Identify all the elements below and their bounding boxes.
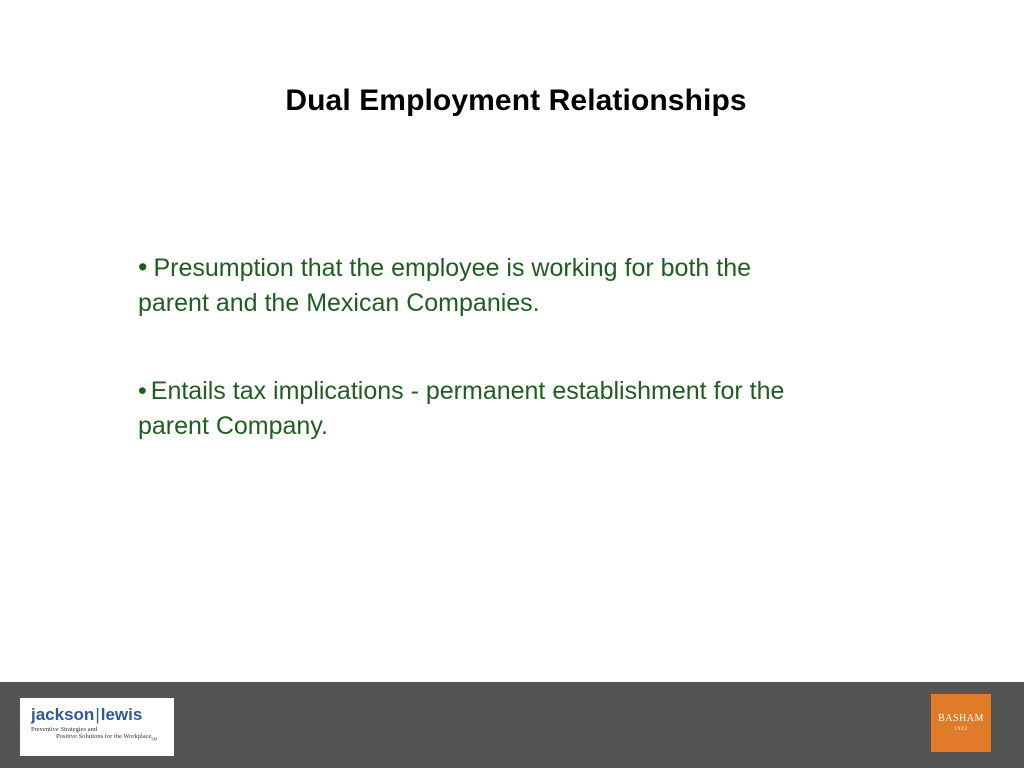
- bullet-item: [138, 374, 818, 444]
- bullet-list: [138, 250, 818, 497]
- basham-logo-name: BASHAM: [938, 713, 984, 724]
- basham-logo: [931, 694, 991, 752]
- logo-tagline: [31, 726, 174, 742]
- bullet-text: Entails tax implications - permanent establishment for the parent Company.: [138, 377, 785, 440]
- logo-tagline-line2-wrap: [31, 733, 174, 742]
- logo-tagline-line1: Preventive Strategies and: [31, 726, 98, 733]
- jackson-lewis-wordmark: [31, 706, 174, 724]
- basham-logo-year: 1912: [954, 726, 968, 732]
- bullet-item: [138, 250, 818, 321]
- logo-word-left: jackson: [31, 705, 95, 724]
- bullet-text: Presumption that the employee is working for both the parent and the Mexican Companies.: [138, 254, 751, 317]
- slide-title: Dual Employment Relationships: [285, 84, 747, 117]
- jackson-lewis-logo: [20, 698, 174, 756]
- footer-bar: [0, 682, 1024, 768]
- logo-separator: |: [95, 705, 100, 724]
- logo-tagline-line2: Positive Solutions for the Workplace: [56, 733, 152, 740]
- logo-word-right: lewis: [100, 705, 143, 724]
- bullet-marker: •: [138, 252, 148, 282]
- bullet-marker: •: [138, 377, 147, 405]
- logo-tagline-mark: SM: [151, 736, 158, 742]
